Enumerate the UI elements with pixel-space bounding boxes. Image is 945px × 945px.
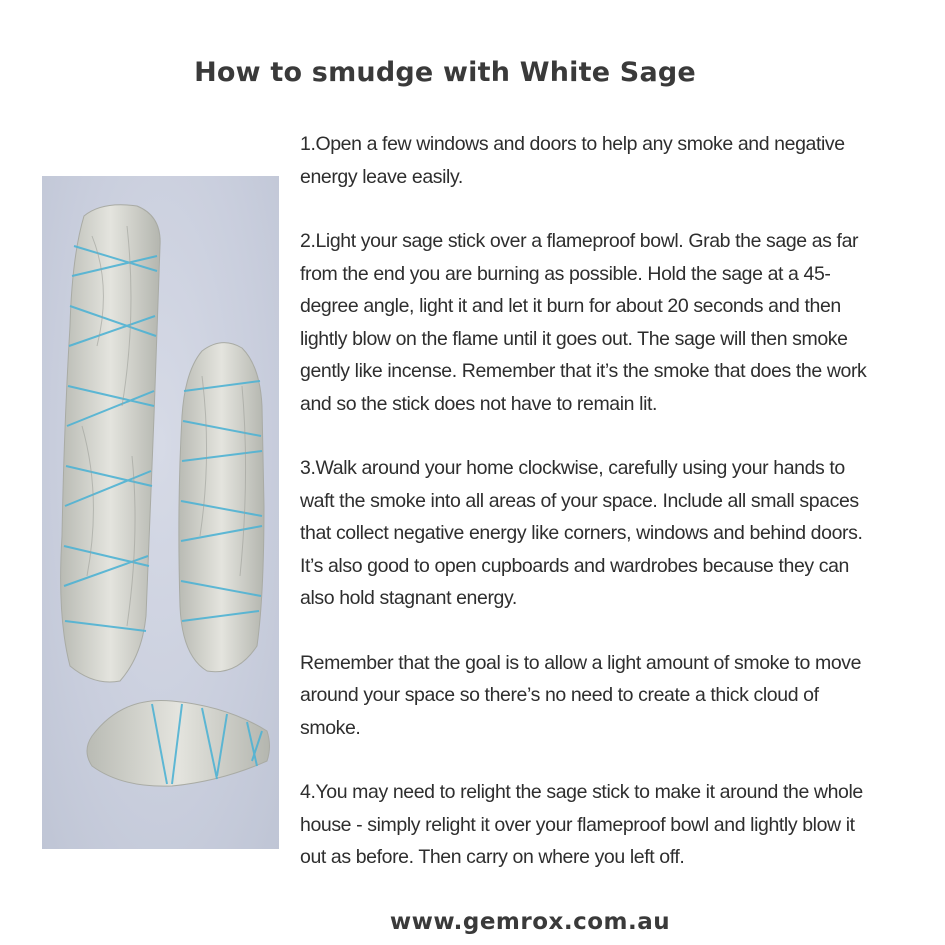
- medium-sage-stick: [179, 343, 264, 672]
- reminder-note: Remember that the goal is to allow a light amount of smoke to move around your space so there’s no need to create a thick cloud of smoke.: [300, 651, 862, 739]
- tall-sage-stick: [61, 205, 161, 682]
- step-3: 3.Walk around your home clockwise, carefully using your hands to waft the smoke into all areas of your space. Include all small spaces that collect negative energy like corners, windows and behind doors. It’s also good to open cupboards and wardrobes because they can also hold stagnant energy.: [300, 457, 863, 609]
- small-sage-bundle: [87, 700, 270, 786]
- step-1: 1.Open a few windows and doors to help any smoke and negative energy leave easily.: [300, 133, 845, 188]
- step-2: 2.Light your sage stick over a flameproof bowl. Grab the sage as far from the end you are burning as possible. Hold the sage at a 45-degree angle, light it and let it burn for about 20 seconds and then lightly blow on the flame until it goes out. The sage will then smoke gently like incense. Remember that it’s the smoke that does the work and so the stick does not have to remain lit.: [300, 230, 867, 415]
- sage-sticks-photo: [42, 176, 279, 849]
- instructions-list: [300, 128, 880, 906]
- website-url[interactable]: www.gemrox.com.au: [389, 909, 671, 935]
- page-title: How to smudge with White Sage: [194, 57, 696, 88]
- sage-sticks-illustration: [42, 176, 279, 849]
- step-4: 4.You may need to relight the sage stick to make it around the whole house - simply relight it over your flameproof bowl and lightly blow it out as before. Then carry on where you left off.: [300, 781, 863, 868]
